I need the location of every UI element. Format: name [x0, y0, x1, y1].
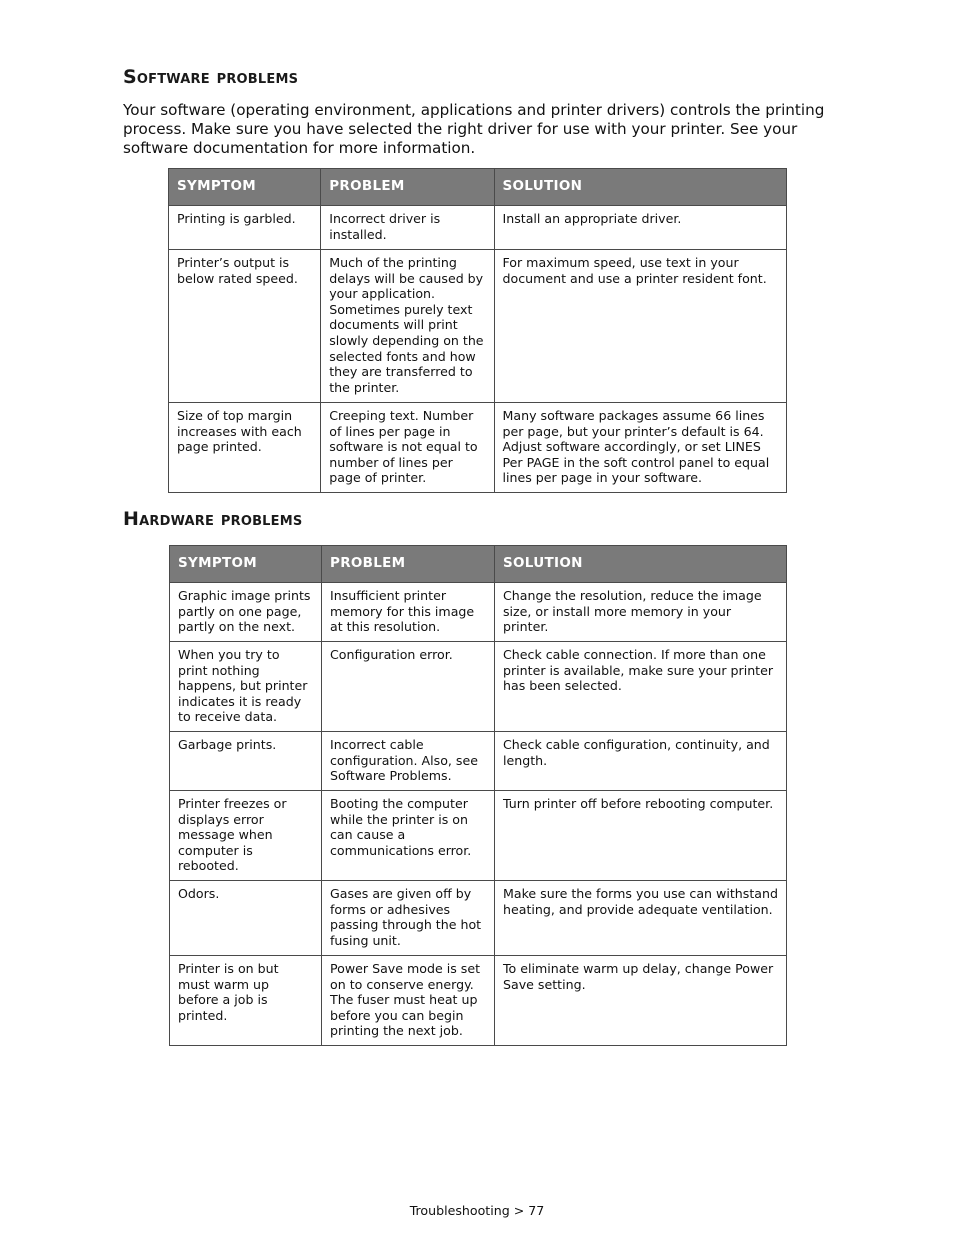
- problem-cell: Incorrect driver is installed.: [321, 206, 494, 250]
- problem-cell: Configuration error.: [322, 642, 495, 732]
- table-row: [170, 732, 787, 791]
- symptom-cell: Printer is on but must warm up before a job is printed.: [170, 956, 322, 1046]
- solution-cell: Install an appropriate driver.: [494, 206, 787, 250]
- solution-cell: Check cable configuration, continuity, and length.: [495, 732, 787, 791]
- solution-cell: Make sure the forms you use can withstand heating, and provide adequate ventilation.: [495, 881, 787, 956]
- problem-cell: Creeping text. Number of lines per page in software is not equal to number of lines per page of printer.: [321, 403, 494, 493]
- solution-cell: For maximum speed, use text in your document and use a printer resident font.: [494, 250, 787, 403]
- page-footer: Troubleshooting > 77: [409, 1203, 545, 1218]
- symptom-cell: Garbage prints.: [170, 732, 322, 791]
- solution-cell: Check cable connection. If more than one printer is available, make sure your printer has been selected.: [495, 642, 787, 732]
- table-row: [170, 583, 787, 642]
- table-row: [169, 403, 787, 493]
- symptom-column-header: SYMPTOM: [169, 169, 321, 206]
- table-row: [169, 250, 787, 403]
- table-header-row: [170, 546, 787, 583]
- problem-column-header: PROBLEM: [322, 546, 495, 583]
- solution-cell: Change the resolution, reduce the image size, or install more memory in your printer.: [495, 583, 787, 642]
- table-header-row: [169, 169, 787, 206]
- table-row: [170, 642, 787, 732]
- problem-cell: Incorrect cable configuration. Also, see Software Problems.: [322, 732, 495, 791]
- problem-cell: Power Save mode is set on to conserve energy. The fuser must heat up before you can begin printing the next job.: [322, 956, 495, 1046]
- symptom-cell: Printer freezes or displays error message when computer is rebooted.: [170, 791, 322, 881]
- software-problems-heading: Software problems: [123, 66, 299, 88]
- symptom-cell: Odors.: [170, 881, 322, 956]
- table-row: [170, 791, 787, 881]
- solution-cell: To eliminate warm up delay, change Power Save setting.: [495, 956, 787, 1046]
- symptom-column-header: SYMPTOM: [170, 546, 322, 583]
- symptom-cell: Printing is garbled.: [169, 206, 321, 250]
- solution-column-header: SOLUTION: [495, 546, 787, 583]
- symptom-cell: Graphic image prints partly on one page, partly on the next.: [170, 583, 322, 642]
- symptom-cell: Size of top margin increases with each page printed.: [169, 403, 321, 493]
- solution-column-header: SOLUTION: [494, 169, 787, 206]
- problem-cell: Gases are given off by forms or adhesives passing through the hot fusing unit.: [322, 881, 495, 956]
- software-problems-table: [168, 168, 787, 493]
- table-row: [170, 881, 787, 956]
- hardware-problems-heading: Hardware problems: [123, 508, 303, 530]
- table-row: [169, 206, 787, 250]
- solution-cell: Many software packages assume 66 lines per page, but your printer’s default is 64. Adjust software accordingly, or set LINES Per PAGE in the soft control panel to equal lines per page in your software.: [494, 403, 787, 493]
- symptom-cell: Printer’s output is below rated speed.: [169, 250, 321, 403]
- problem-cell: Booting the computer while the printer is on can cause a communications error.: [322, 791, 495, 881]
- hardware-problems-table: [169, 545, 787, 1046]
- problem-cell: Insufficient printer memory for this image at this resolution.: [322, 583, 495, 642]
- problem-column-header: PROBLEM: [321, 169, 494, 206]
- solution-cell: Turn printer off before rebooting computer.: [495, 791, 787, 881]
- table-row: [170, 956, 787, 1046]
- software-intro-paragraph: Your software (operating environment, applications and printer drivers) controls the printing process. Make sure you have selected the right driver for use with your printer. See your software documentation for more information.: [123, 101, 825, 157]
- symptom-cell: When you try to print nothing happens, but printer indicates it is ready to receive data.: [170, 642, 322, 732]
- problem-cell: Much of the printing delays will be caused by your application. Sometimes purely text documents will print slowly depending on the selected fonts and how they are transferred to the printer.: [321, 250, 494, 403]
